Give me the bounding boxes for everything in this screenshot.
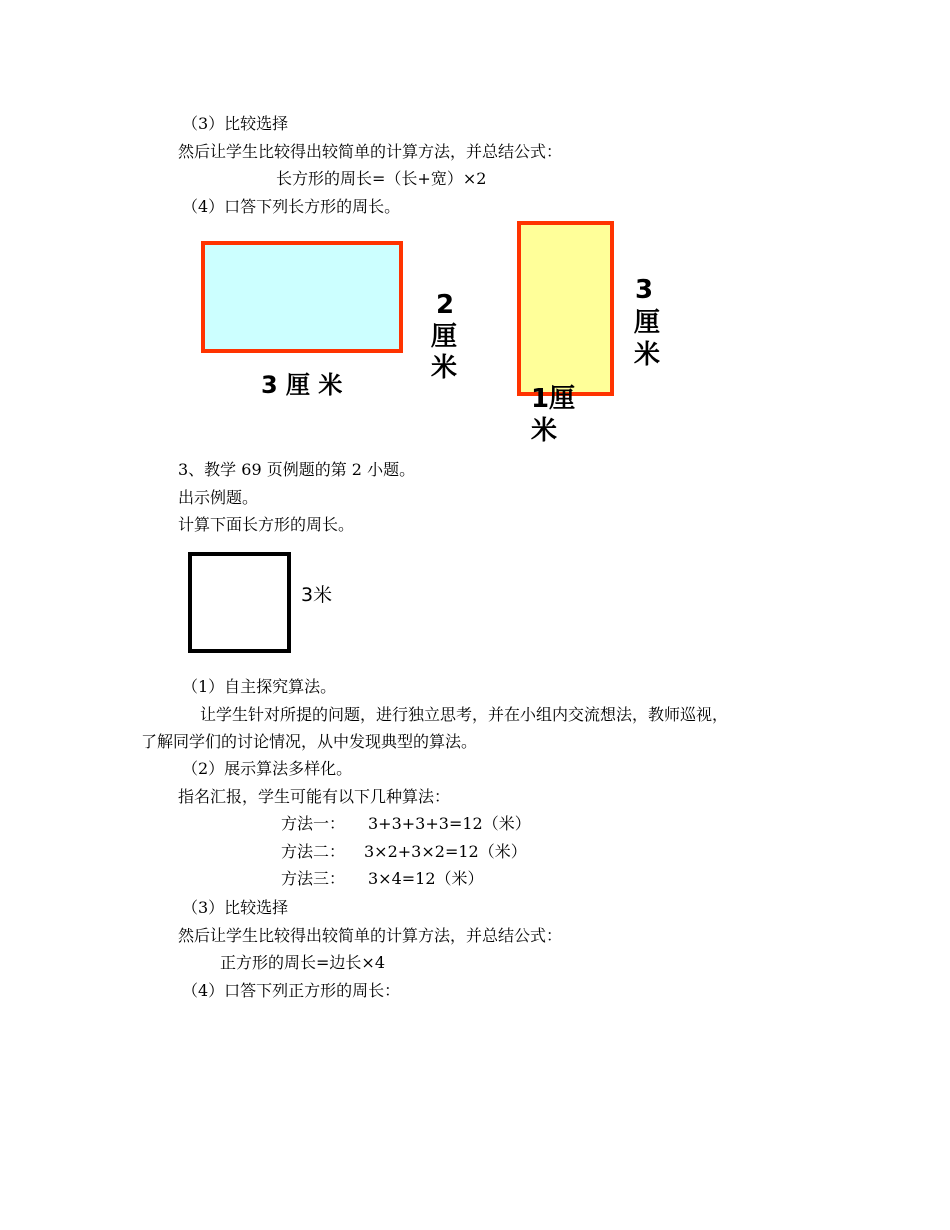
- rect2-height-unit-1: 厘: [634, 308, 661, 338]
- rect1-height-num: 2: [436, 290, 455, 320]
- compare-text-1: 然后让学生比较得出较简单的计算方法，并总结公式：: [178, 142, 563, 161]
- show-example: 出示例题。: [178, 488, 259, 507]
- heading-compare-1: （3）比较选择: [182, 114, 289, 133]
- method-2-name: 方法二：: [281, 842, 346, 861]
- rectangle-figure-1: [201, 241, 403, 353]
- explore-text-line-1: 让学生针对所提的问题，进行独立思考，并在小组内交流想法，教师巡视，: [200, 705, 729, 724]
- rect1-width-label: 3 厘 米: [261, 371, 343, 399]
- report-text: 指名汇报，学生可能有以下几种算法：: [178, 787, 451, 806]
- rect2-width-line-2: 米: [531, 416, 558, 446]
- rect2-width-line-1: 1厘: [531, 384, 576, 414]
- method-1-name: 方法一：: [281, 814, 346, 833]
- rect1-height-unit-1: 厘: [431, 322, 458, 352]
- oral-heading-square: （4）口答下列正方形的周长：: [182, 981, 401, 1000]
- rectangle-figure-2: [517, 221, 614, 396]
- heading-compare-2: （3）比较选择: [182, 898, 289, 917]
- method-3-expr: 3×4=12（米）: [368, 869, 484, 888]
- formula-square: 正方形的周长=边长×4: [220, 953, 385, 972]
- task-text: 计算下面长方形的周长。: [178, 515, 355, 534]
- explore-text-line-2: 了解同学们的讨论情况，从中发现典型的算法。: [141, 732, 478, 751]
- method-1-expr: 3+3+3+3=12（米）: [368, 814, 531, 833]
- method-3-name: 方法三：: [281, 869, 346, 888]
- explore-heading: （1）自主探究算法。: [182, 677, 337, 696]
- rect2-height-num: 3: [635, 275, 654, 305]
- square-side-label: 3米: [301, 584, 333, 606]
- method-2-expr: 3×2+3×2=12（米）: [364, 842, 527, 861]
- formula-rectangle: 长方形的周长=（长+宽）×2: [276, 169, 487, 188]
- oral-heading-rect: （4）口答下列长方形的周长。: [182, 197, 401, 216]
- section-title-example: 3、教学 69 页例题的第 2 小题。: [178, 460, 416, 479]
- rect2-height-unit-2: 米: [634, 340, 661, 370]
- rect1-height-unit-2: 米: [431, 353, 458, 383]
- compare-text-2: 然后让学生比较得出较简单的计算方法，并总结公式：: [178, 926, 563, 945]
- show-heading: （2）展示算法多样化。: [182, 759, 353, 778]
- square-figure: [188, 552, 291, 653]
